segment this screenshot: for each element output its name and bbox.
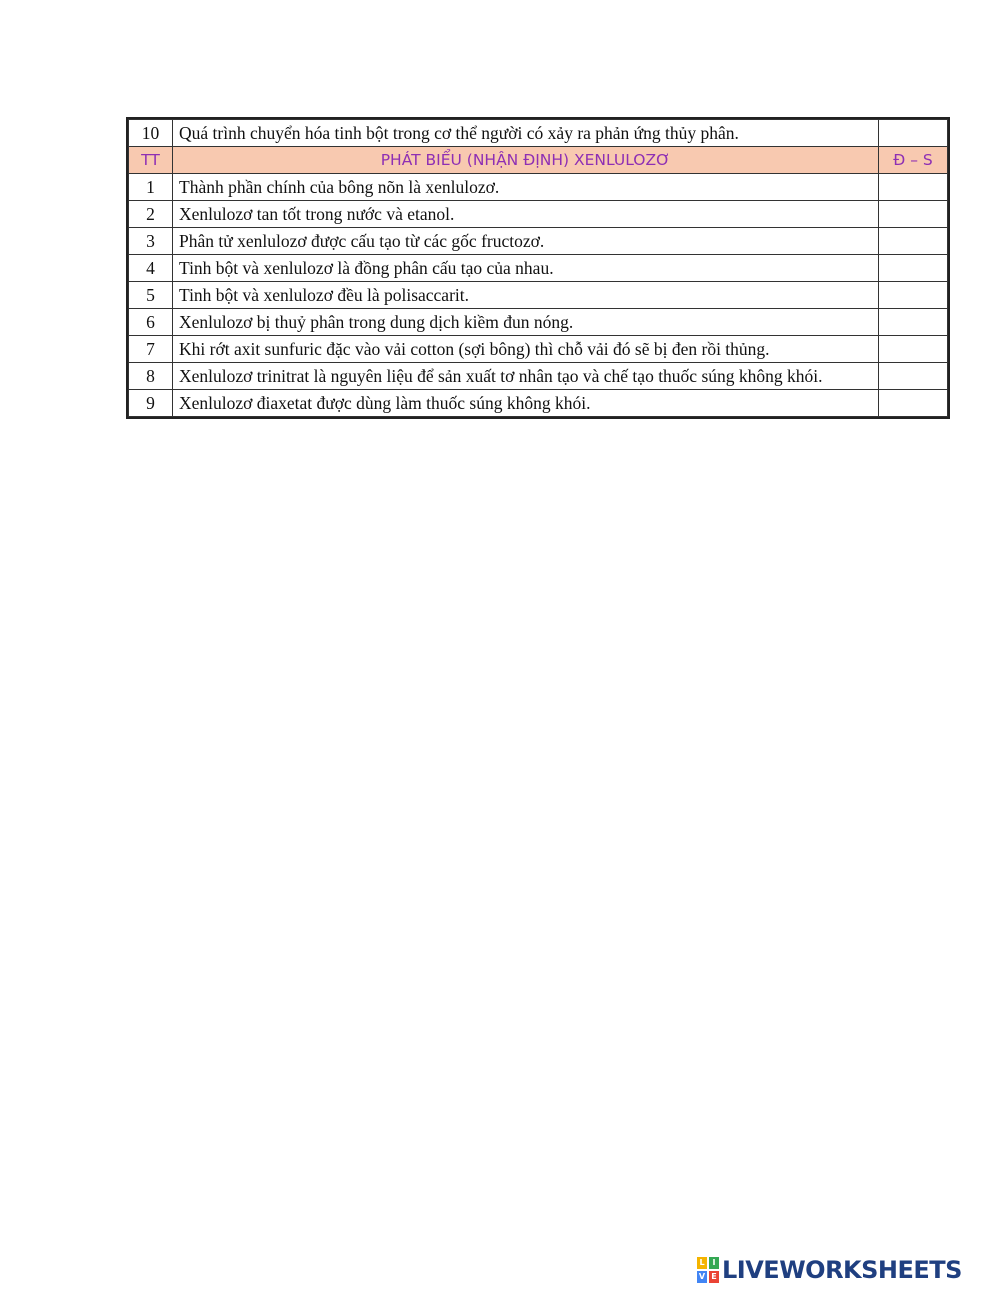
answer-cell[interactable] [879, 120, 948, 147]
answer-cell[interactable] [879, 255, 948, 282]
logo-block: L [697, 1257, 707, 1269]
table-row-10 [129, 120, 948, 147]
statement-text: Phân tử xenlulozơ được cấu tạo từ các gốc fructozơ. [173, 228, 879, 255]
table-row [129, 309, 948, 336]
table-row [129, 174, 948, 201]
row-number: 9 [129, 390, 173, 417]
row-number: 7 [129, 336, 173, 363]
row-number: 1 [129, 174, 173, 201]
table-header-row [129, 147, 948, 174]
statement-text: Khi rớt axit sunfuric đặc vào vải cotton (sợi bông) thì chỗ vải đó sẽ bị đen rồi thủng. [173, 336, 879, 363]
table-row [129, 228, 948, 255]
header-answer: Đ – S [879, 147, 948, 174]
statement-text: Thành phần chính của bông nõn là xenlulozơ. [173, 174, 879, 201]
row-number: 5 [129, 282, 173, 309]
worksheet-table-container [126, 117, 950, 419]
table-row [129, 336, 948, 363]
logo-block: E [709, 1271, 719, 1283]
table-row [129, 390, 948, 417]
answer-cell[interactable] [879, 309, 948, 336]
table-row [129, 255, 948, 282]
row-number: 10 [129, 120, 173, 147]
header-number: TT [129, 147, 173, 174]
row-number: 6 [129, 309, 173, 336]
answer-cell[interactable] [879, 282, 948, 309]
statement-text: Tinh bột và xenlulozơ đều là polisaccarit. [173, 282, 879, 309]
statement-text: Quá trình chuyển hóa tinh bột trong cơ thể người có xảy ra phản ứng thủy phân. [173, 120, 879, 147]
statement-text: Xenlulozơ trinitrat là nguyên liệu để sản xuất tơ nhân tạo và chế tạo thuốc súng không khói. [173, 363, 879, 390]
statement-text: Xenlulozơ bị thuỷ phân trong dung dịch kiềm đun nóng. [173, 309, 879, 336]
statement-text: Xenlulozơ điaxetat được dùng làm thuốc súng không khói. [173, 390, 879, 417]
answer-cell[interactable] [879, 336, 948, 363]
header-statement: PHÁT BIỂU (NHẬN ĐỊNH) XENLULOZƠ [173, 147, 879, 174]
row-number: 3 [129, 228, 173, 255]
statement-text: Xenlulozơ tan tốt trong nước và etanol. [173, 201, 879, 228]
row-number: 2 [129, 201, 173, 228]
liveworksheets-logo [697, 1256, 993, 1284]
logo-block: V [698, 1272, 706, 1281]
logo-text: LIVEWORKSHEETS [722, 1256, 962, 1284]
answer-cell[interactable] [879, 228, 948, 255]
logo-block: I [709, 1257, 719, 1269]
table-row [129, 282, 948, 309]
answer-cell[interactable] [879, 201, 948, 228]
table-row [129, 363, 948, 390]
answer-cell[interactable] [879, 390, 948, 417]
answer-cell[interactable] [879, 174, 948, 201]
logo-blocks-icon [697, 1257, 719, 1283]
row-number: 4 [129, 255, 173, 282]
statements-table [128, 119, 948, 417]
answer-cell[interactable] [879, 363, 948, 390]
statement-text: Tinh bột và xenlulozơ là đồng phân cấu tạo của nhau. [173, 255, 879, 282]
row-number: 8 [129, 363, 173, 390]
table-row [129, 201, 948, 228]
